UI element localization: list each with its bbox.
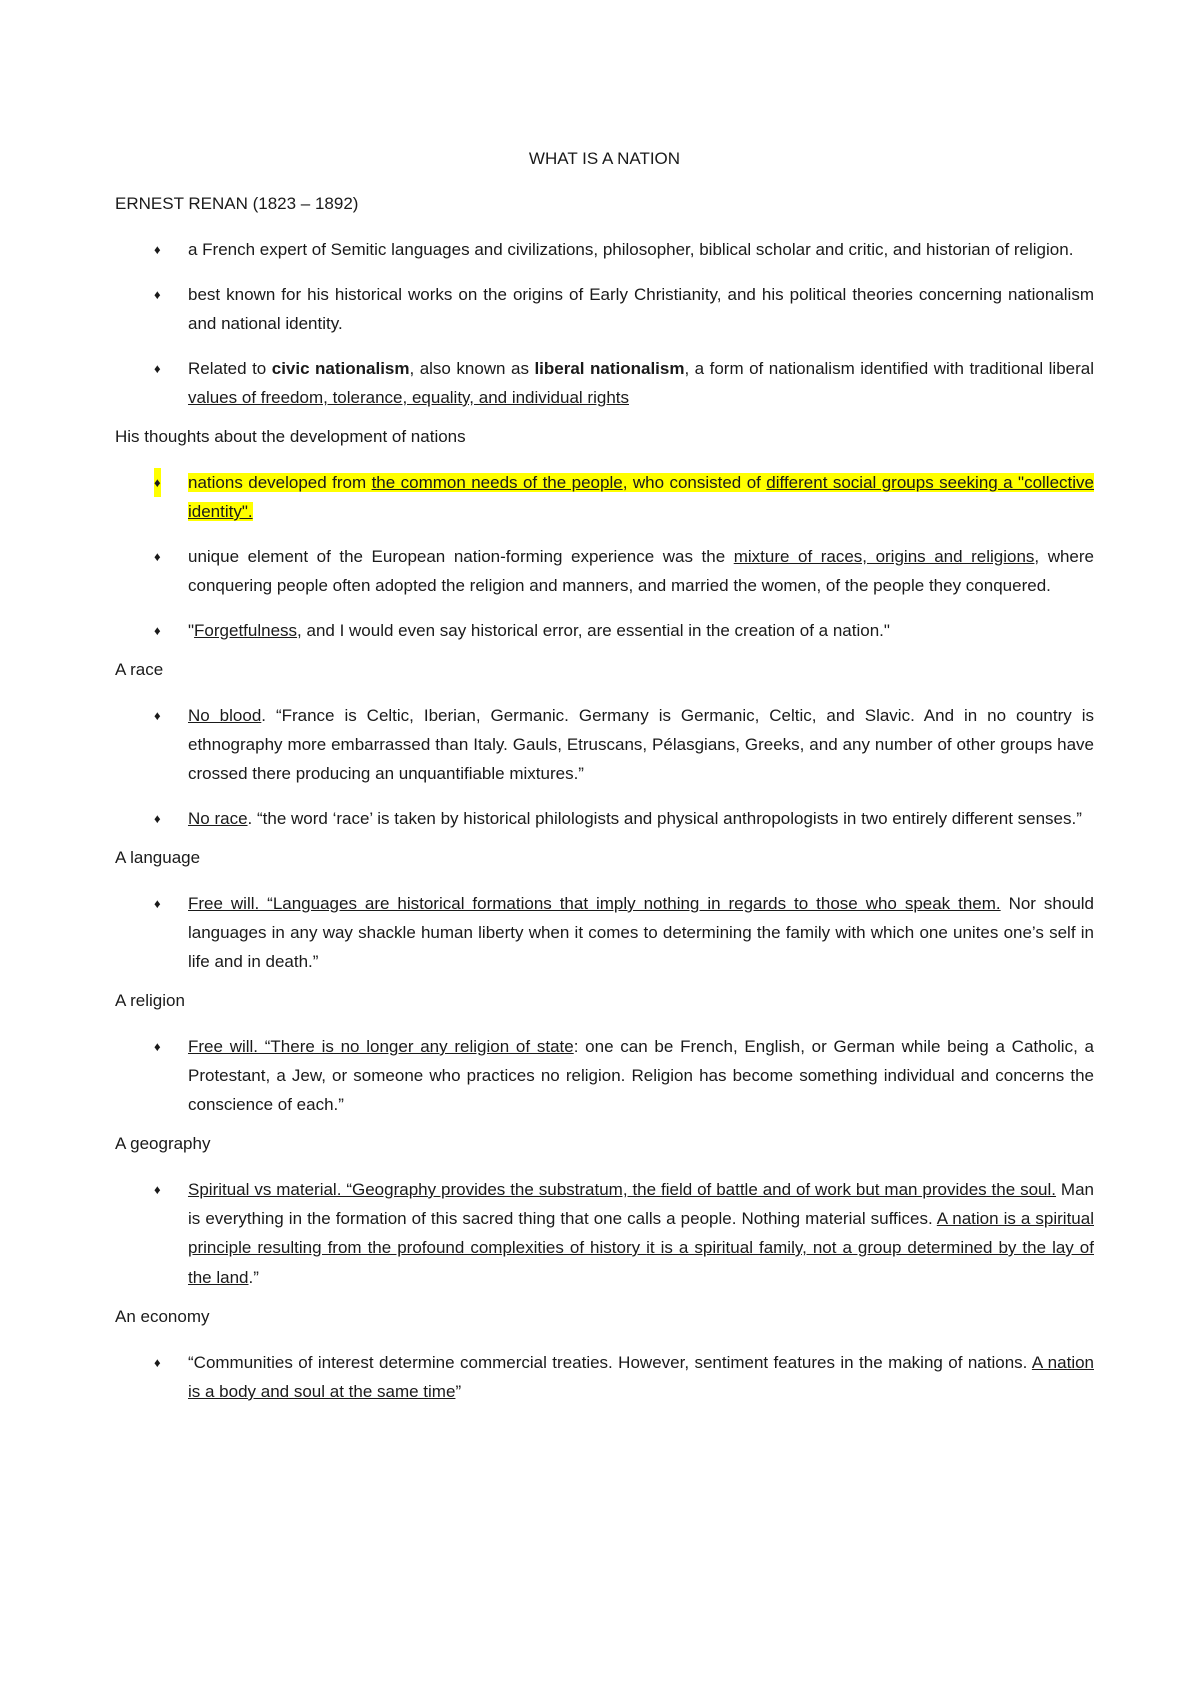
list-item [115,280,1094,338]
item-text: a French expert of Semitic languages and civilizations, philosopher, biblical scholar and critic, and historian of religion. [188,240,1074,259]
list-item [115,1032,1094,1119]
underlined-text: different social groups seeking a "collective identity". [188,473,1094,521]
religion-list [115,1032,1094,1119]
item-text: . “France is Celtic, Iberian, Germanic. Germany is Germanic, Celtic, and Slavic. And in no country is ethnography more embarrassed than Italy. Gauls, Etruscans, Pélasgians, Greeks, and any number of other groups have crossed there producing an unquantifiable mixtures.” [188,706,1094,783]
item-text: , also known as [409,359,535,378]
bullet-icon: ♦ [154,896,161,911]
bullet-icon: ♦ [154,1182,161,1197]
underlined-text: A nation is a spiritual principle resulting from the profound complexities of history [188,1209,1094,1257]
underlined-text: A nation is a body and soul at the same time [188,1353,1094,1401]
underlined-text: Free will. “Languages are historical formations that imply nothing in regards to those who speak them. [188,894,1001,913]
bullet-icon: ♦ [154,811,161,826]
item-text: , a form of nationalism identified with traditional liberal [684,359,1094,378]
item-text: , and I would even say historical error, are essential in the creation of a nation." [297,621,890,640]
underlined-text: Free will. “There is no longer any religion of state [188,1037,574,1056]
section-heading-development: His thoughts about the development of nations [115,427,466,446]
section-heading-language: A language [115,848,201,867]
bullet-icon: ♦ [154,1355,161,1370]
item-text: ” [455,1382,462,1401]
document-title: WHAT IS A NATION [528,149,681,168]
section-heading-economy: An economy [115,1307,210,1326]
list-item [115,804,1094,833]
geography-list [115,1175,1094,1292]
list-item [115,616,1094,645]
underlined-text: values of freedom, tolerance, equality, and individual rights [188,388,629,407]
underlined-text: No blood [188,706,262,725]
bullet-icon: ♦ [154,708,161,723]
bullet-icon: ♦ [154,623,161,638]
list-item [115,354,1094,412]
item-text: " [188,621,195,640]
list-item [115,1348,1094,1406]
underlined-text: the common needs of the people [371,473,623,492]
item-text: Related to [188,359,272,378]
bullet-icon: ♦ [154,468,161,497]
item-text: .” [248,1268,259,1287]
list-item [115,235,1094,264]
list-item [115,1175,1094,1292]
item-text: . “the word ‘race’ is taken by historical philologists and physical anthropologists in two entirely different senses.” [247,809,1082,828]
section-heading-race: A race [115,660,164,679]
bullet-icon: ♦ [154,361,161,376]
underlined-text: No race [188,809,248,828]
underlined-text: it is a spiritual family, not a group determined by the lay of the land [188,1238,1094,1287]
list-item [115,889,1094,976]
intro-list [115,235,1094,412]
bullet-icon: ♦ [154,1039,161,1054]
author-heading: ERNEST RENAN (1823 – 1892) [115,194,359,213]
item-text: Nor should languages in any way shackle human liberty when it comes to determining the family with which one unites one’s self in life and in death.” [188,894,1094,971]
bullet-icon: ♦ [154,287,161,302]
underlined-text: Spiritual vs material. “Geography provides the substratum, the field of battle and of work but man provides the soul. [188,1180,1057,1199]
item-text: , where conquering people often adopted the religion and manners, and married the women, of the people they conquered. [188,547,1094,595]
underlined-text: Forgetfulness [194,621,298,640]
bullet-icon: ♦ [154,242,161,257]
item-text: best known for his historical works on the origins of Early Christianity, and his political theories concerning nationalism and national identity. [188,285,1094,333]
item-text: , who consisted of [622,473,767,492]
development-list [115,468,1094,645]
section-heading-geography: A geography [115,1134,211,1153]
list-item-highlighted [115,468,1094,526]
bullet-icon: ♦ [154,549,161,564]
item-text: “Communities of interest determine commercial treaties. However, sentiment features in the making of nations. [188,1353,1032,1372]
item-text: nations developed from [188,473,372,492]
race-list [115,701,1094,833]
underlined-text: mixture of races, origins and religions [733,547,1035,566]
item-text: Man is everything in the formation of this sacred thing that one calls a people. Nothing material suffices. [188,1180,1094,1228]
bold-term: civic nationalism [271,359,410,378]
item-text: : one can be French, English, or German while being a Catholic, a Protestant, a Jew, or someone who practices no religion. Religion has become something individual and concerns the conscience of each.” [188,1037,1094,1114]
list-item [115,701,1094,788]
section-heading-religion: A religion [115,991,185,1010]
bold-term: liberal nationalism [534,359,685,378]
economy-list [115,1348,1094,1406]
list-item [115,542,1094,600]
item-text: unique element of the European nation-forming experience was the [188,547,734,566]
language-list [115,889,1094,976]
